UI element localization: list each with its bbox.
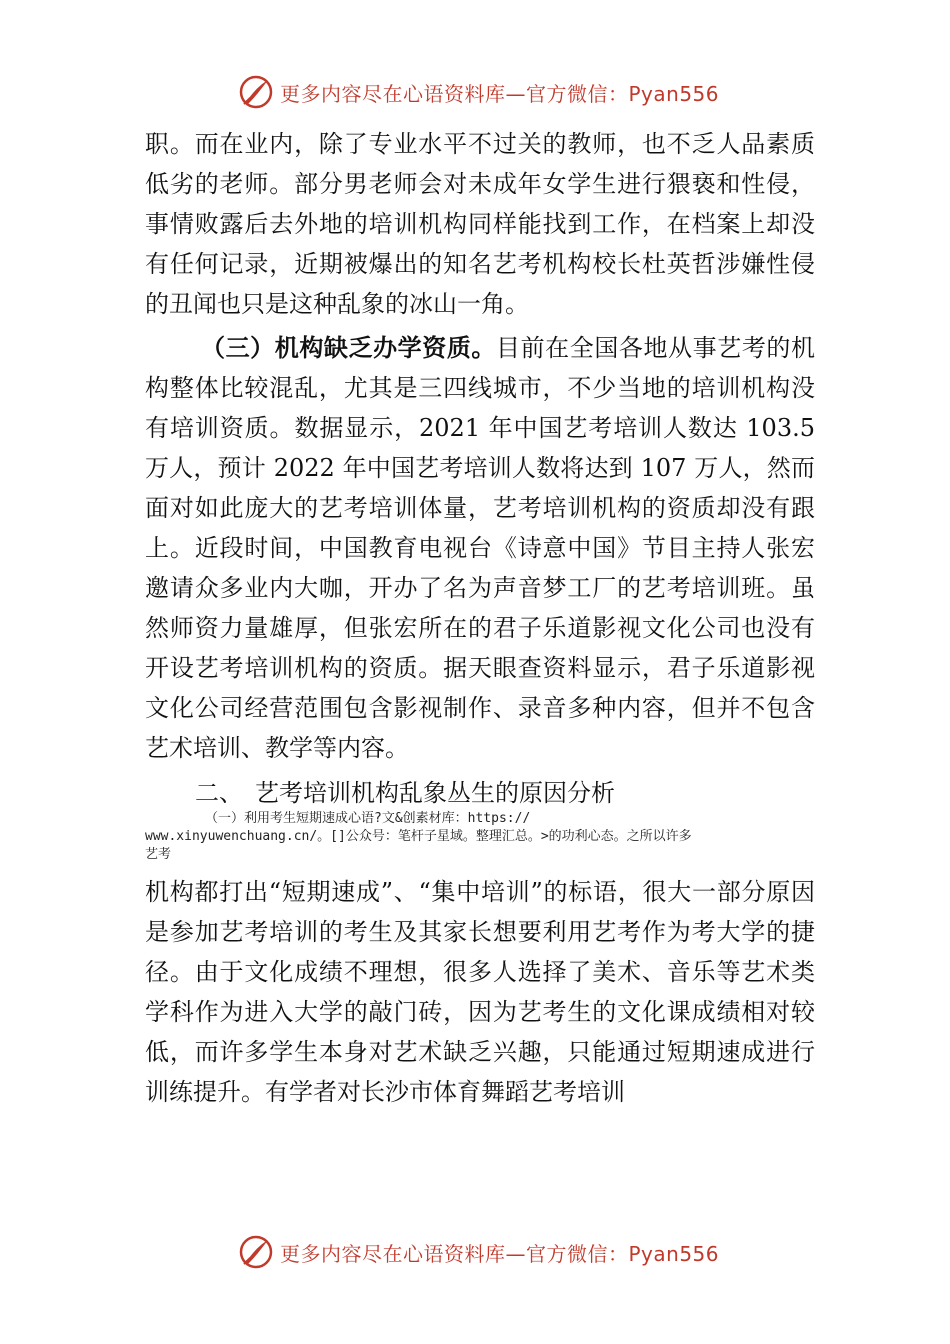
inline-note-line-3: 艺考 bbox=[145, 847, 172, 862]
header-watermark bbox=[238, 72, 758, 112]
section-title-3: （三）机构缺乏办学资质。 bbox=[201, 334, 496, 362]
paragraph-3: 机构都打出“短期速成”、“集中培训”的标语，很大一部分原因是参加艺考培训的考生及其家长想要利用艺考作为考大学的捷径。由于文化成绩不理想，很多人选择了美术、音乐等艺术类学科作为进入大学的敲门砖，因为艺考生的文化课成绩相对较低，而许多学生本身对艺术缺乏兴趣，只能通过短期速成进行训练提升。有学者对长沙市体育舞蹈艺考培训 bbox=[145, 878, 815, 1106]
inline-note-line-1: （一）利用考生短期速成心语?文&创素材库：https:// bbox=[205, 811, 531, 826]
paragraph-1: 职。而在业内，除了专业水平不过关的教师，也不乏人品素质低劣的老师。部分男老师会对未成年女学生进行猥亵和性侵，事情败露后去外地的培训机构同样能找到工作，在档案上却没有任何记录，近期被爆出的知名艺考机构校长杜英哲涉嫌性侵的丑闻也只是这种乱象的冰山一角。 bbox=[145, 130, 815, 318]
footer-watermark bbox=[238, 1232, 758, 1272]
paragraph-2: （三）机构缺乏办学资质。目前在全国各地从事艺考的机构整体比较混乱，尤其是三四线城市，不少当地的培训机构没有培训资质。数据显示，2021 年中国艺考培训人数达 103.5 万人，预计 2022 年中国艺考培训人数将达到 107 万人，然而面对如此庞大的艺考培训体量，艺考培训机构的资质却没有跟上。近段时间，中国教育电视台《诗意中国》节目主持人张宏邀请众多业内大咖，开办了名为声音梦工厂的艺考培训班。虽然师资力量雄厚，但张宏所在的君子乐道影视文化公司也没有开设艺考培训机构的资质。据天眼查资料显示，君子乐道影视文化公司经营范围包含影视制作、录音多种内容，但并不包含艺术培训、教学等内容。 bbox=[145, 334, 815, 762]
quill-logo-icon bbox=[238, 74, 274, 110]
quill-logo-icon bbox=[238, 1234, 274, 1270]
document-body bbox=[145, 124, 815, 1112]
watermark-text: 更多内容尽在心语资料库—官方微信：Pyan556 bbox=[280, 1241, 720, 1266]
inline-note-line-2: www.xinyuwenchuang.cn/。[]公众号：笔杆子星域。整理汇总。>的功利心态。之所以许多 bbox=[145, 829, 692, 844]
watermark-text: 更多内容尽在心语资料库—官方微信：Pyan556 bbox=[280, 81, 720, 106]
section-heading-2: 二、 艺考培训机构乱象丛生的原因分析 bbox=[195, 779, 615, 807]
